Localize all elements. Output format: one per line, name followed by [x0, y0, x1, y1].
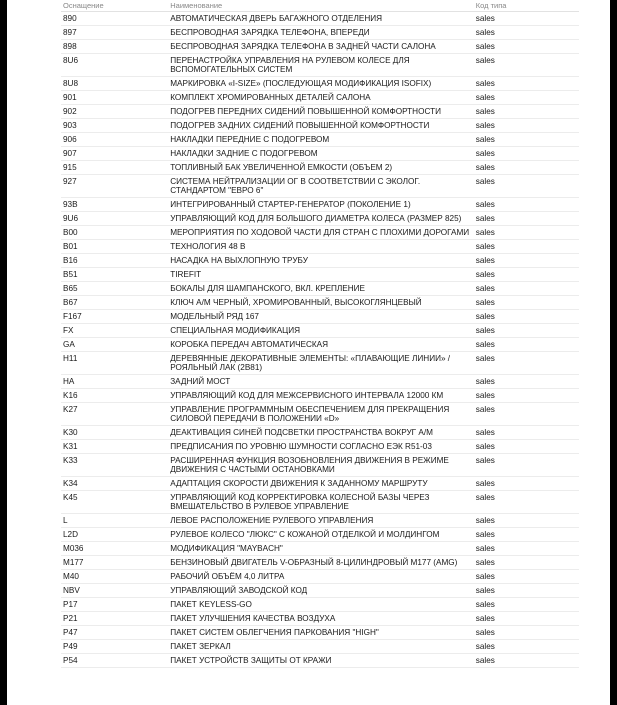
column-header-type: Код типа	[474, 0, 579, 12]
table-row	[61, 654, 579, 668]
cell-name: БЕСПРОВОДНАЯ ЗАРЯДКА ТЕЛЕФОНА В ЗАДНЕЙ ЧАСТИ САЛОНА	[168, 40, 474, 54]
cell-name: КОРОБКА ПЕРЕДАЧ АВТОМАТИЧЕСКАЯ	[168, 338, 474, 352]
table-row	[61, 105, 579, 119]
table-row	[61, 584, 579, 598]
cell-type: sales	[474, 640, 579, 654]
cell-type: sales	[474, 542, 579, 556]
cell-type: sales	[474, 133, 579, 147]
table-row	[61, 528, 579, 542]
cell-code: 898	[61, 40, 168, 54]
cell-code: 903	[61, 119, 168, 133]
cell-code: B65	[61, 282, 168, 296]
cell-code: GA	[61, 338, 168, 352]
cell-code: 927	[61, 175, 168, 198]
table-row	[61, 626, 579, 640]
cell-type: sales	[474, 240, 579, 254]
table-header-row	[61, 0, 579, 12]
cell-type: sales	[474, 40, 579, 54]
table-row	[61, 254, 579, 268]
cell-type: sales	[474, 570, 579, 584]
cell-code: L2D	[61, 528, 168, 542]
table-row	[61, 440, 579, 454]
cell-name: ПАКЕТ УСТРОЙСТВ ЗАЩИТЫ ОТ КРАЖИ	[168, 654, 474, 668]
cell-type: sales	[474, 91, 579, 105]
cell-type: sales	[474, 338, 579, 352]
table-row	[61, 268, 579, 282]
cell-type: sales	[474, 389, 579, 403]
cell-type: sales	[474, 198, 579, 212]
table-row	[61, 240, 579, 254]
cell-code: K31	[61, 440, 168, 454]
table-row	[61, 389, 579, 403]
cell-type: sales	[474, 375, 579, 389]
equipment-table	[61, 0, 579, 668]
table-row	[61, 338, 579, 352]
table-row	[61, 514, 579, 528]
cell-type: sales	[474, 654, 579, 668]
cell-code: H11	[61, 352, 168, 375]
cell-code: M177	[61, 556, 168, 570]
table-row	[61, 175, 579, 198]
cell-type: sales	[474, 119, 579, 133]
cell-name: БЕНЗИНОВЫЙ ДВИГАТЕЛЬ V-ОБРАЗНЫЙ 8-ЦИЛИНДРОВЫЙ M177 (AMG)	[168, 556, 474, 570]
cell-code: 9U6	[61, 212, 168, 226]
cell-name: СПЕЦИАЛЬНАЯ МОДИФИКАЦИЯ	[168, 324, 474, 338]
cell-name: УПРАВЛЯЮЩИЙ КОД ДЛЯ БОЛЬШОГО ДИАМЕТРА КОЛЕСА (РАЗМЕР 825)	[168, 212, 474, 226]
cell-code: B16	[61, 254, 168, 268]
cell-name: УПРАВЛЯЮЩИЙ КОД ДЛЯ МЕЖСЕРВИСНОГО ИНТЕРВАЛА 12000 КМ	[168, 389, 474, 403]
table-row	[61, 161, 579, 175]
cell-code: B00	[61, 226, 168, 240]
cell-type: sales	[474, 598, 579, 612]
cell-code: 890	[61, 12, 168, 26]
cell-name: МАРКИРОВКА «I-SIZE» (ПОСЛЕДУЮЩАЯ МОДИФИКАЦИЯ ISOFIX)	[168, 77, 474, 91]
table-row	[61, 54, 579, 77]
cell-name: КОМПЛЕКТ ХРОМИРОВАННЫХ ДЕТАЛЕЙ САЛОНА	[168, 91, 474, 105]
cell-name: ДЕАКТИВАЦИЯ СИНЕЙ ПОДСВЕТКИ ПРОСТРАНСТВА ВОКРУГ А/М	[168, 426, 474, 440]
cell-code: B51	[61, 268, 168, 282]
cell-name: ИНТЕГРИРОВАННЫЙ СТАРТЕР-ГЕНЕРАТОР (ПОКОЛЕНИЕ 1)	[168, 198, 474, 212]
table-row	[61, 77, 579, 91]
cell-type: sales	[474, 212, 579, 226]
cell-type: sales	[474, 626, 579, 640]
cell-name: БОКАЛЫ ДЛЯ ШАМПАНСКОГО, ВКЛ. КРЕПЛЕНИЕ	[168, 282, 474, 296]
table-row	[61, 310, 579, 324]
cell-code: 897	[61, 26, 168, 40]
cell-code: K34	[61, 477, 168, 491]
cell-code: F167	[61, 310, 168, 324]
cell-name: БЕСПРОВОДНАЯ ЗАРЯДКА ТЕЛЕФОНА, ВПЕРЕДИ	[168, 26, 474, 40]
cell-type: sales	[474, 105, 579, 119]
cell-type: sales	[474, 12, 579, 26]
cell-type: sales	[474, 161, 579, 175]
table-row	[61, 375, 579, 389]
cell-type: sales	[474, 352, 579, 375]
cell-name: ПАКЕТ KEYLESS-GO	[168, 598, 474, 612]
cell-type: sales	[474, 491, 579, 514]
table-row	[61, 212, 579, 226]
cell-type: sales	[474, 254, 579, 268]
cell-name: АДАПТАЦИЯ СКОРОСТИ ДВИЖЕНИЯ К ЗАДАННОМУ МАРШРУТУ	[168, 477, 474, 491]
cell-name: АВТОМАТИЧЕСКАЯ ДВЕРЬ БАГАЖНОГО ОТДЕЛЕНИЯ	[168, 12, 474, 26]
cell-code: K45	[61, 491, 168, 514]
table-row	[61, 570, 579, 584]
cell-name: УПРАВЛЯЮЩИЙ КОД КОРРЕКТИРОВКА КОЛЕСНОЙ БАЗЫ ЧЕРЕЗ ВМЕШАТЕЛЬСТВО В РУЛЕВОЕ УПРАВЛЕНИЕ	[168, 491, 474, 514]
cell-code: M036	[61, 542, 168, 556]
cell-code: K30	[61, 426, 168, 440]
cell-type: sales	[474, 477, 579, 491]
cell-type: sales	[474, 268, 579, 282]
cell-name: ПЕРЕНАСТРОЙКА УПРАВЛЕНИЯ НА РУЛЕВОМ КОЛЕСЕ ДЛЯ ВСПОМОГАТЕЛЬНЫХ СИСТЕМ	[168, 54, 474, 77]
cell-code: M40	[61, 570, 168, 584]
cell-name: ПОДОГРЕВ ПЕРЕДНИХ СИДЕНИЙ ПОВЫШЕННОЙ КОМФОРТНОСТИ	[168, 105, 474, 119]
table-row	[61, 198, 579, 212]
cell-name: ПРЕДПИСАНИЯ ПО УРОВНЮ ШУМНОСТИ СОГЛАСНО ЕЭК R51-03	[168, 440, 474, 454]
cell-name: РУЛЕВОЕ КОЛЕСО "ЛЮКС" С КОЖАНОЙ ОТДЕЛКОЙ И МОЛДИНГОМ	[168, 528, 474, 542]
table-row	[61, 612, 579, 626]
cell-name: ПАКЕТ ЗЕРКАЛ	[168, 640, 474, 654]
table-row	[61, 598, 579, 612]
cell-type: sales	[474, 296, 579, 310]
cell-type: sales	[474, 440, 579, 454]
cell-type: sales	[474, 528, 579, 542]
cell-code: 907	[61, 147, 168, 161]
cell-type: sales	[474, 282, 579, 296]
cell-code: 902	[61, 105, 168, 119]
column-header-code: Оснащение	[61, 0, 168, 12]
cell-code: FX	[61, 324, 168, 338]
column-header-name: Наименование	[168, 0, 474, 12]
cell-code: P47	[61, 626, 168, 640]
table-row	[61, 324, 579, 338]
cell-name: МЕРОПРИЯТИЯ ПО ХОДОВОЙ ЧАСТИ ДЛЯ СТРАН С ПЛОХИМИ ДОРОГАМИ	[168, 226, 474, 240]
table-row	[61, 119, 579, 133]
cell-type: sales	[474, 454, 579, 477]
cell-code: P17	[61, 598, 168, 612]
cell-name: ЗАДНИЙ МОСТ	[168, 375, 474, 389]
table-row	[61, 226, 579, 240]
cell-code: P49	[61, 640, 168, 654]
cell-type: sales	[474, 226, 579, 240]
cell-name: TIREFIT	[168, 268, 474, 282]
cell-type: sales	[474, 175, 579, 198]
cell-name: ТЕХНОЛОГИЯ 48 В	[168, 240, 474, 254]
cell-code: P21	[61, 612, 168, 626]
table-row	[61, 542, 579, 556]
cell-name: ПАКЕТ СИСТЕМ ОБЛЕГЧЕНИЯ ПАРКОВАНИЯ "HIGH"	[168, 626, 474, 640]
table-row	[61, 40, 579, 54]
table-row	[61, 556, 579, 570]
cell-code: NBV	[61, 584, 168, 598]
cell-code: 8U6	[61, 54, 168, 77]
cell-code: L	[61, 514, 168, 528]
cell-code: 901	[61, 91, 168, 105]
cell-type: sales	[474, 147, 579, 161]
cell-code: 8U8	[61, 77, 168, 91]
table-row	[61, 282, 579, 296]
cell-name: УПРАВЛЯЮЩИЙ ЗАВОДСКОЙ КОД	[168, 584, 474, 598]
cell-name: КЛЮЧ А/М ЧЕРНЫЙ, ХРОМИРОВАННЫЙ, ВЫСОКОГЛЯНЦЕВЫЙ	[168, 296, 474, 310]
cell-code: K16	[61, 389, 168, 403]
cell-type: sales	[474, 556, 579, 570]
cell-type: sales	[474, 324, 579, 338]
cell-code: P54	[61, 654, 168, 668]
table-row	[61, 403, 579, 426]
cell-name: ПАКЕТ УЛУЧШЕНИЯ КАЧЕСТВА ВОЗДУХА	[168, 612, 474, 626]
cell-type: sales	[474, 612, 579, 626]
cell-code: K33	[61, 454, 168, 477]
table-body	[61, 12, 579, 668]
table-row	[61, 640, 579, 654]
table-row	[61, 296, 579, 310]
cell-type: sales	[474, 403, 579, 426]
cell-name: СИСТЕМА НЕЙТРАЛИЗАЦИИ ОГ В СООТВЕТСТВИИ С ЭКОЛОГ. СТАНДАРТОМ "ЕВРО 6"	[168, 175, 474, 198]
cell-type: sales	[474, 584, 579, 598]
cell-name: УПРАВЛЕНИЕ ПРОГРАММНЫМ ОБЕСПЕЧЕНИЕМ ДЛЯ ПРЕКРАЩЕНИЯ СИЛОВОЙ ПЕРЕДАЧИ В ПОЛОЖЕНИИ «D»	[168, 403, 474, 426]
cell-type: sales	[474, 77, 579, 91]
cell-name: ЛЕВОЕ РАСПОЛОЖЕНИЕ РУЛЕВОГО УПРАВЛЕНИЯ	[168, 514, 474, 528]
cell-type: sales	[474, 310, 579, 324]
cell-name: ДЕРЕВЯННЫЕ ДЕКОРАТИВНЫЕ ЭЛЕМЕНТЫ: «ПЛАВАЮЩИЕ ЛИНИИ» / РОЯЛЬНЫЙ ЛАК (2В81)	[168, 352, 474, 375]
cell-code: 906	[61, 133, 168, 147]
cell-name: НАКЛАДКИ ПЕРЕДНИЕ С ПОДОГРЕВОМ	[168, 133, 474, 147]
cell-name: РАБОЧИЙ ОБЪЁМ 4,0 ЛИТРА	[168, 570, 474, 584]
table-row	[61, 491, 579, 514]
cell-code: K27	[61, 403, 168, 426]
cell-name: ТОПЛИВНЫЙ БАК УВЕЛИЧЕННОЙ ЕМКОСТИ (ОБЪЕМ 2)	[168, 161, 474, 175]
cell-name: РАСШИРЕННАЯ ФУНКЦИЯ ВОЗОБНОВЛЕНИЯ ДВИЖЕНИЯ В РЕЖИМЕ ДВИЖЕНИЯ С ЧАСТЫМИ ОСТАНОВКАМИ	[168, 454, 474, 477]
table-row	[61, 26, 579, 40]
cell-name: МОДИФИКАЦИЯ "MAYBACH"	[168, 542, 474, 556]
cell-type: sales	[474, 426, 579, 440]
table-row	[61, 477, 579, 491]
table-row	[61, 91, 579, 105]
cell-name: НАКЛАДКИ ЗАДНИЕ С ПОДОГРЕВОМ	[168, 147, 474, 161]
cell-code: B67	[61, 296, 168, 310]
cell-code: HA	[61, 375, 168, 389]
table-row	[61, 454, 579, 477]
cell-type: sales	[474, 26, 579, 40]
cell-code: 93B	[61, 198, 168, 212]
cell-type: sales	[474, 514, 579, 528]
cell-name: МОДЕЛЬНЫЙ РЯД 167	[168, 310, 474, 324]
cell-name: НАСАДКА НА ВЫХЛОПНУЮ ТРУБУ	[168, 254, 474, 268]
table-row	[61, 147, 579, 161]
cell-name: ПОДОГРЕВ ЗАДНИХ СИДЕНИЙ ПОВЫШЕННОЙ КОМФОРТНОСТИ	[168, 119, 474, 133]
cell-code: 915	[61, 161, 168, 175]
table-row	[61, 352, 579, 375]
table-row	[61, 133, 579, 147]
equipment-page	[7, 0, 610, 705]
cell-code: B01	[61, 240, 168, 254]
table-row	[61, 426, 579, 440]
cell-type: sales	[474, 54, 579, 77]
table-row	[61, 12, 579, 26]
